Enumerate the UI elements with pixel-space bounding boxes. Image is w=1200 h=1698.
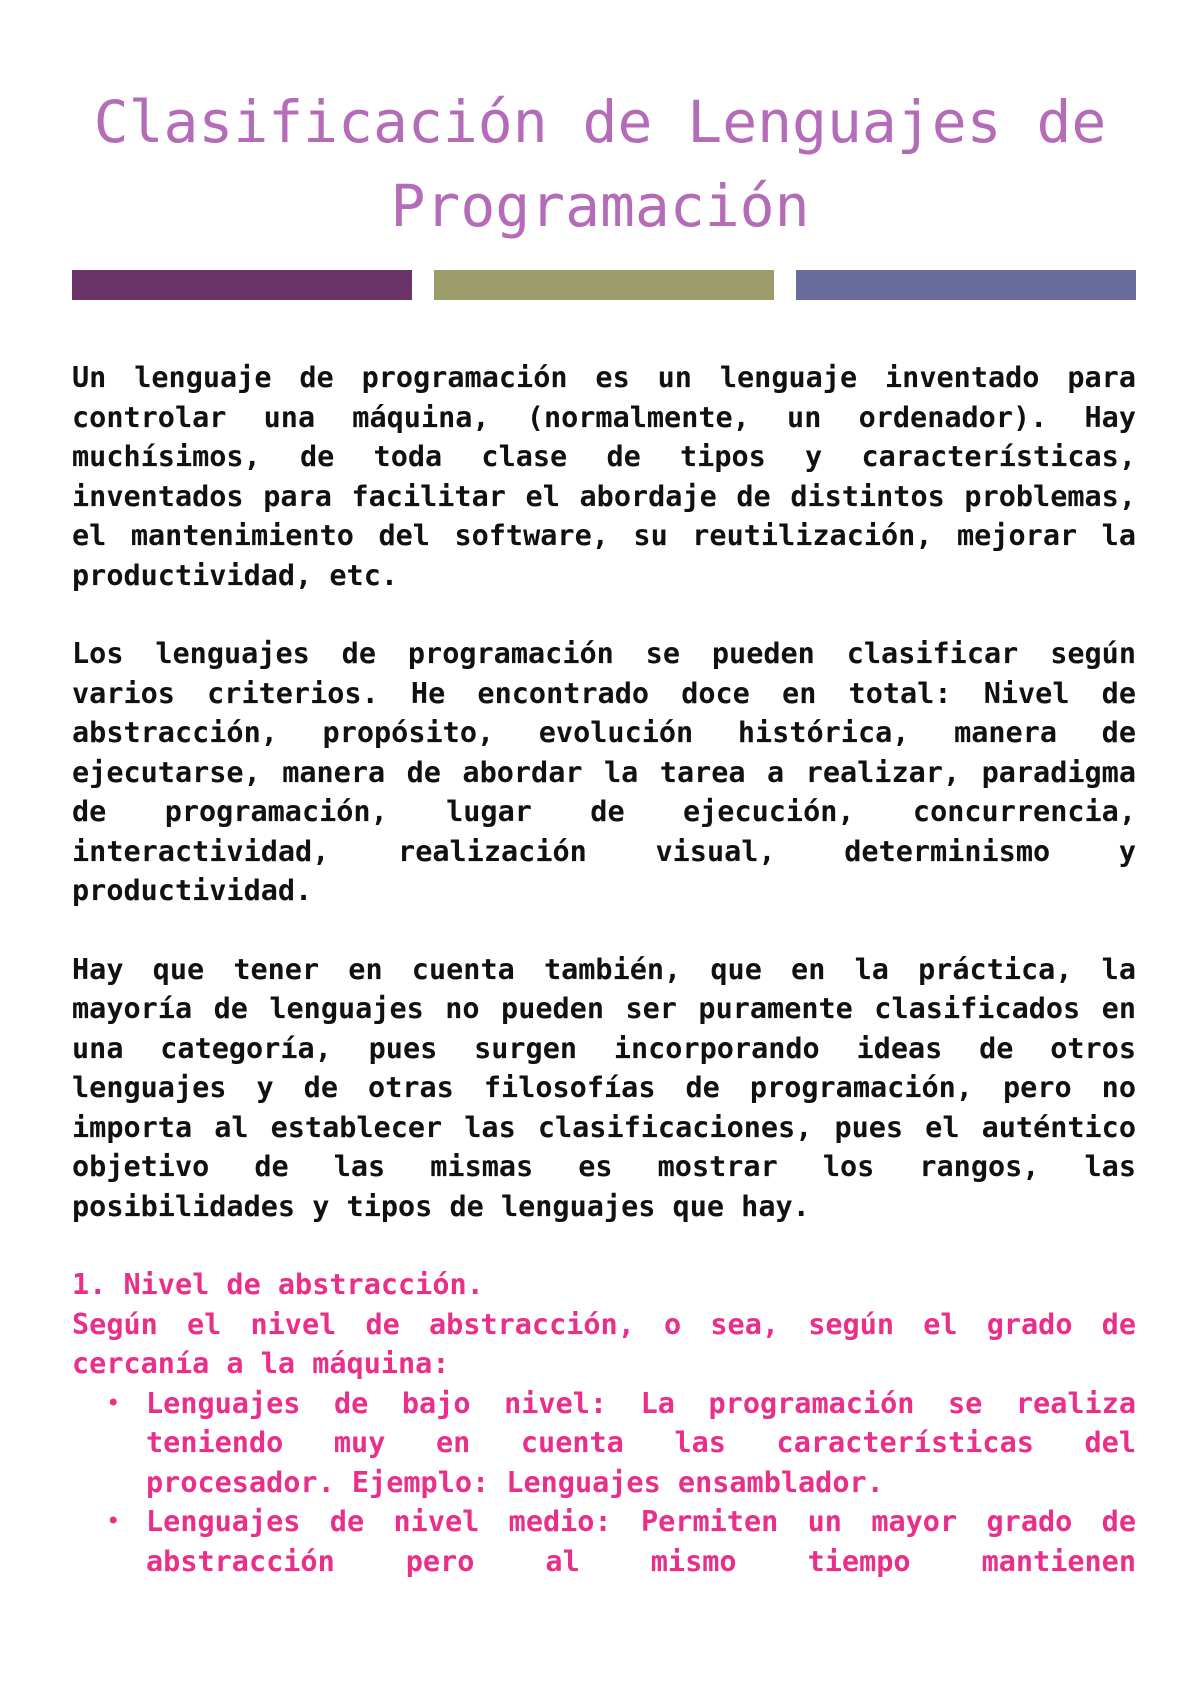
paragraph-note: Hay que tener en cuenta también, que en la práctica, la mayoría de lenguajes no pueden ser puramente clasificados en una categoría, pues surgen incorporando ideas de otros lenguajes y de otras filosofías de programación, pero no importa al establecer las clasificaciones, pues el auténtico objetivo de las mismas es mostrar los rangos, las posibilidades y tipos de lenguajes que hay. bbox=[72, 952, 1136, 1223]
section-intro: Según el nivel de abstracción, o sea, según el grado de cercanía a la máquina: bbox=[72, 1307, 1136, 1380]
section-list bbox=[72, 1384, 1136, 1582]
list-item bbox=[72, 1384, 1136, 1503]
document-body bbox=[72, 358, 1136, 1581]
bullet-icon: • bbox=[106, 1507, 121, 1535]
list-item-text: Lenguajes de nivel medio: Permiten un mayor grado de abstracción pero al mismo tiempo mantienen bbox=[146, 1505, 1136, 1578]
color-bar-olive bbox=[434, 270, 774, 300]
list-item bbox=[72, 1502, 1136, 1581]
paragraph-criteria: Los lenguajes de programación se pueden clasificar según varios criterios. He encontrado doce en total: Nivel de abstracción, propósito, evolución histórica, manera de ejecutarse, manera de abordar la tarea a realizar, paradigma de programación, lugar de ejecución, concurrencia, interactividad, realización visual, determinismo y productividad. bbox=[72, 637, 1136, 907]
paragraph-intro: Un lenguaje de programación es un lenguaje inventado para controlar una máquina, (normalmente, un ordenador). Hay muchísimos, de toda clase de tipos y características, inventados para facilitar el abordaje de distintos problemas, el mantenimiento del software, su reutilización, mejorar la productividad, etc. bbox=[72, 361, 1136, 592]
list-item-text: Lenguajes de bajo nivel: La programación se realiza teniendo muy en cuenta las características del procesador. Ejemplo: Lenguajes ensamblador. bbox=[146, 1386, 1136, 1499]
section-abstraction-level bbox=[72, 1265, 1136, 1581]
document-title: Clasificación de Lenguajes de Programación bbox=[93, 88, 1107, 240]
section-heading: 1. Nivel de abstracción. bbox=[72, 1268, 484, 1301]
color-bar-purple bbox=[72, 270, 412, 300]
bullet-icon: • bbox=[106, 1388, 121, 1417]
color-bar-slate bbox=[796, 270, 1136, 300]
decorative-color-bars bbox=[72, 270, 1136, 300]
